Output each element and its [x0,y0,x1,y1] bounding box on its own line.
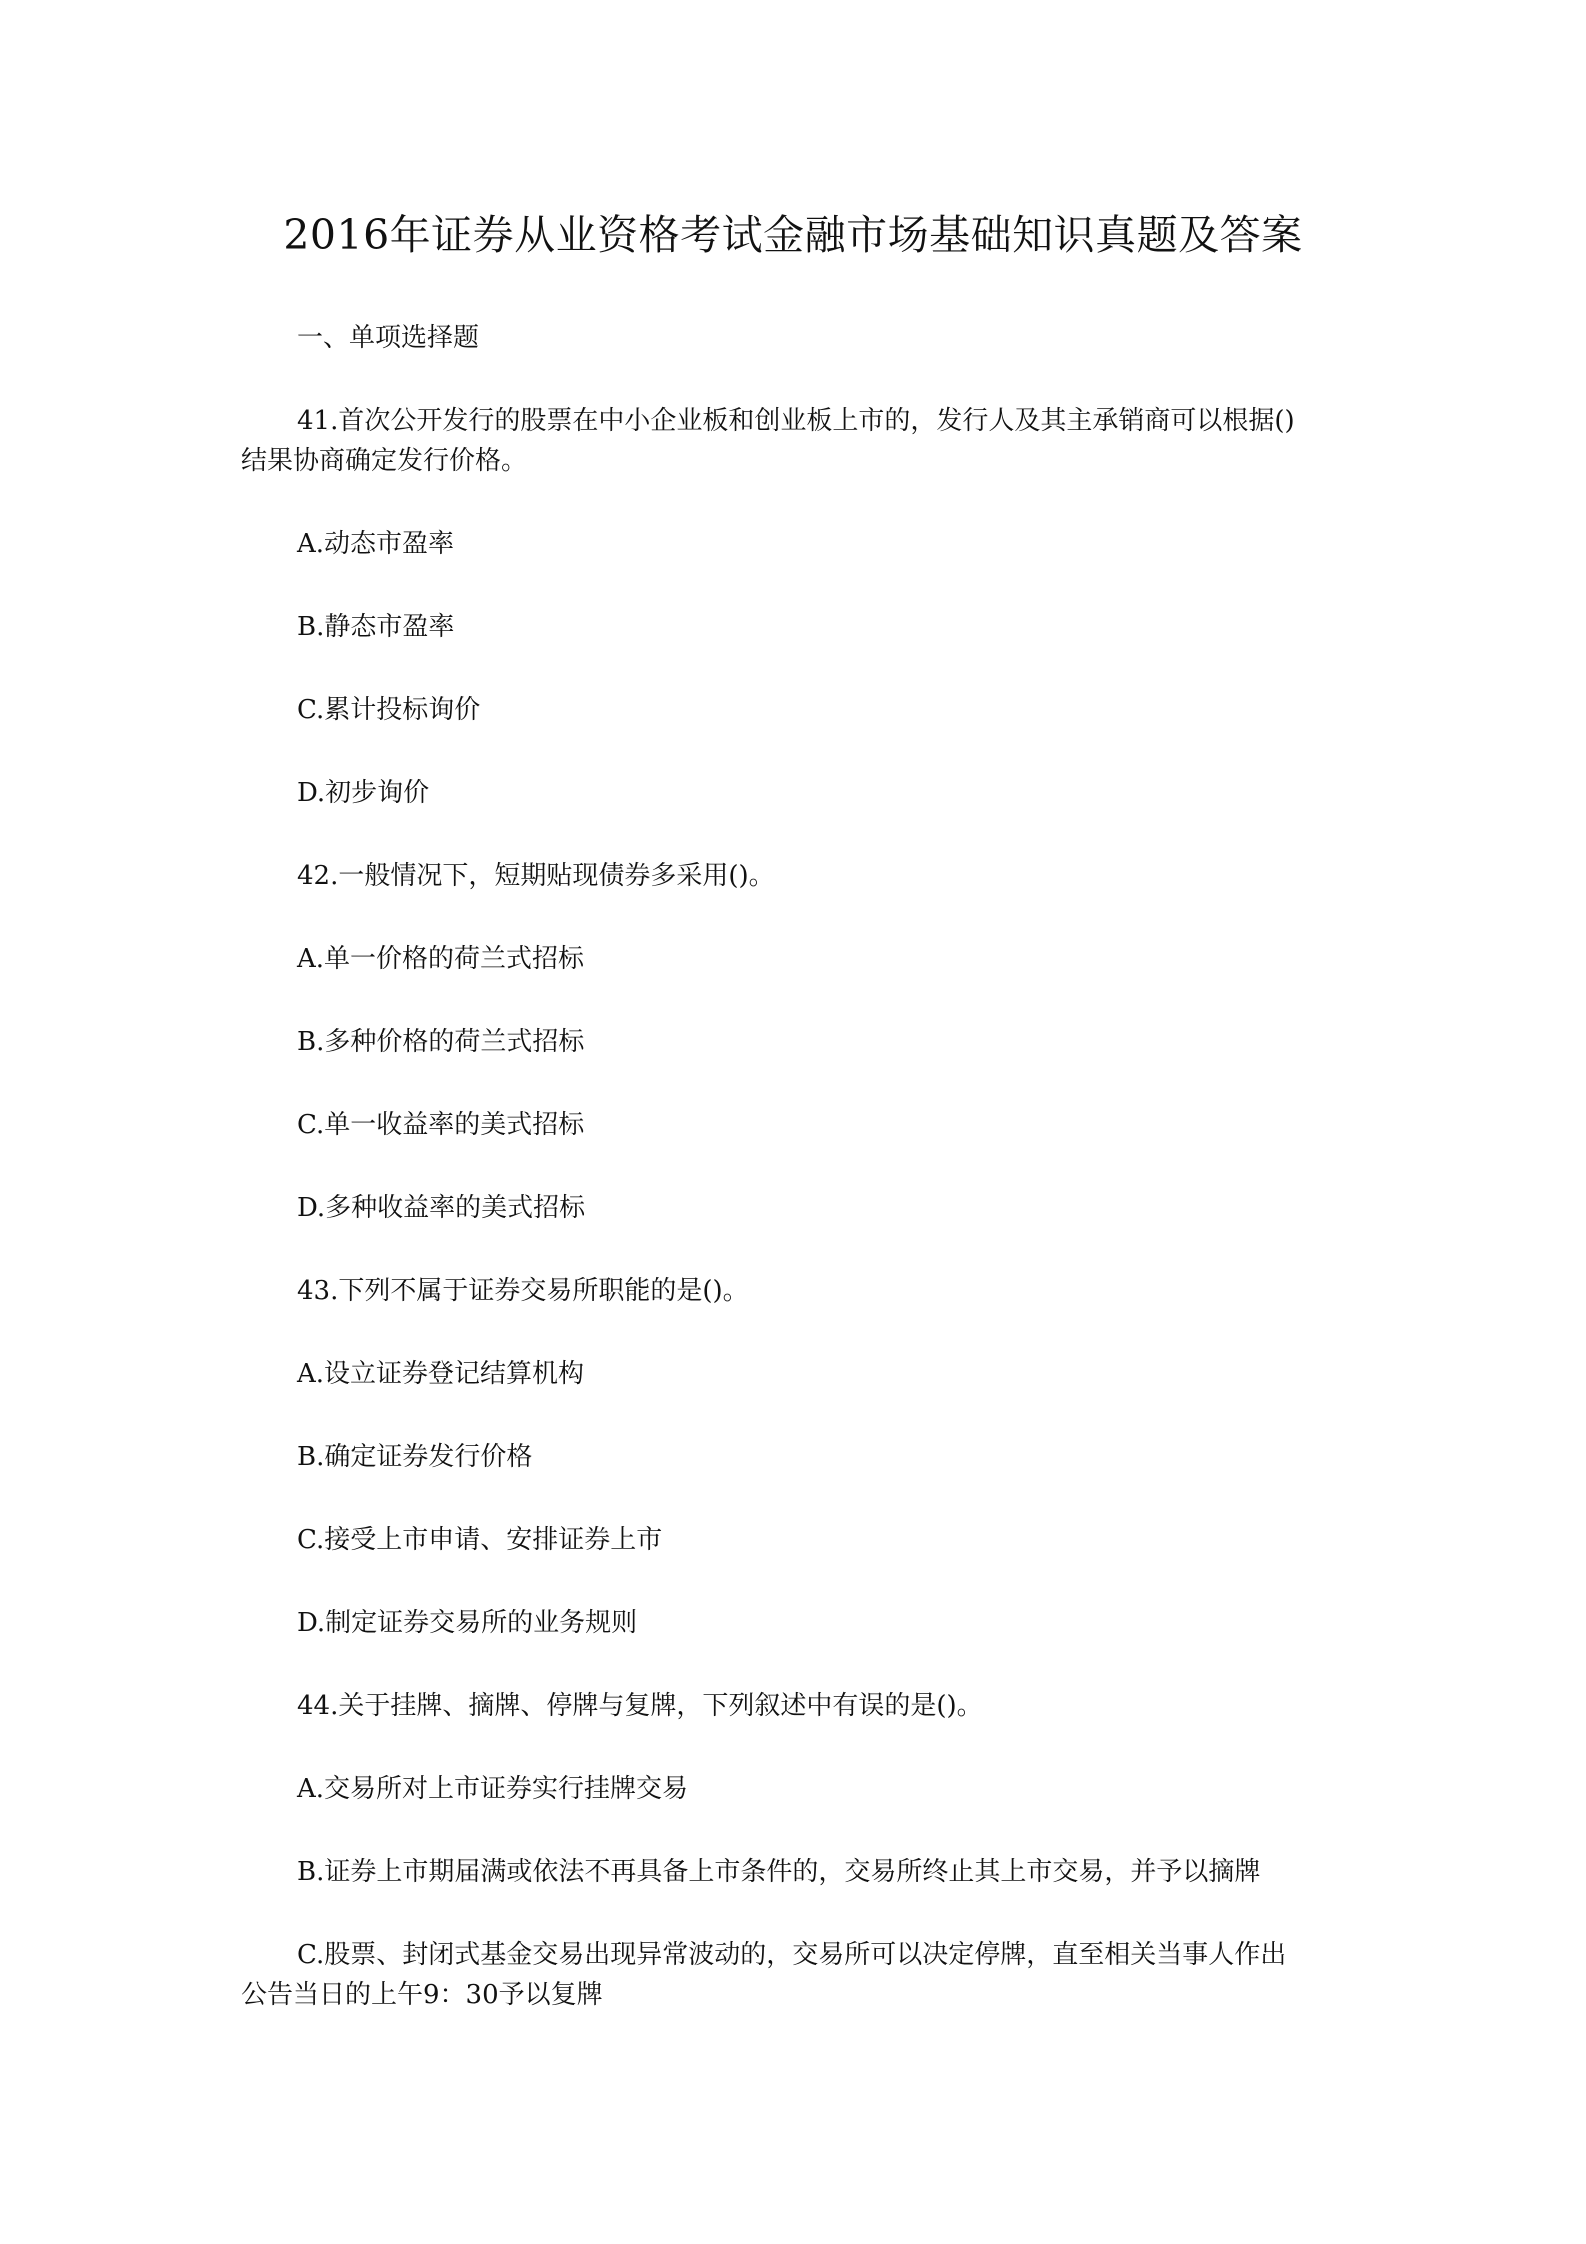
question-stem: 41.首次公开发行的股票在中小企业板和创业板上市的，发行人及其主承销商可以根据() [297,406,1295,436]
option-d: D.多种收益率的美式招标 [297,1193,586,1223]
question-stem: 43.下列不属于证券交易所职能的是()。 [297,1276,749,1306]
option-b: B.多种价格的荷兰式招标 [297,1027,585,1057]
option-b: B.证券上市期届满或依法不再具备上市条件的，交易所终止其上市交易，并予以摘牌 [297,1857,1261,1887]
question-44 [241,1686,1361,2015]
option-c: C.接受上市申请、安排证券上市 [297,1525,663,1555]
option-b: B.静态市盈率 [297,612,455,642]
option-c: C.单一收益率的美式招标 [297,1110,585,1140]
option-b: B.确定证券发行价格 [297,1442,533,1472]
option-d: D.制定证券交易所的业务规则 [297,1608,638,1638]
option-a: A.设立证券登记结算机构 [297,1359,585,1389]
question-43 [241,1271,1361,1643]
document-body [241,318,1361,2015]
question-stem: 44.关于挂牌、摘牌、停牌与复牌，下列叙述中有误的是()。 [297,1691,983,1721]
option-c: C.累计投标询价 [297,695,481,725]
section-heading: 一、单项选择题 [297,323,480,353]
option-d: D.初步询价 [297,778,430,808]
question-stem-continued: 结果协商确定发行价格。 [241,446,528,476]
question-41 [241,401,1361,813]
option-a: A.动态市盈率 [297,529,455,559]
question-42 [241,856,1361,1228]
option-a: A.单一价格的荷兰式招标 [297,944,585,974]
option-c-continued: 公告当日的上午9：30予以复牌 [241,1980,603,2010]
question-stem: 42.一般情况下，短期贴现债券多采用()。 [297,861,775,891]
option-a: A.交易所对上市证券实行挂牌交易 [297,1774,689,1804]
document-title: 2016年证券从业资格考试金融市场基础知识真题及答案 [283,211,1303,259]
option-c: C.股票、封闭式基金交易出现异常波动的，交易所可以决定停牌，直至相关当事人作出 [297,1940,1287,1970]
